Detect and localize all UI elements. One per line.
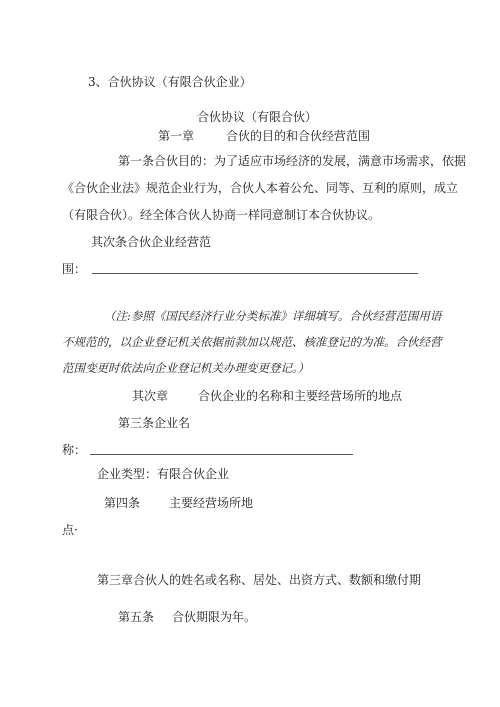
- chapter-1-title: 合伙的目的和合伙经营范围: [226, 129, 371, 143]
- chapter-2-number: 其次章: [132, 389, 169, 403]
- article-3-line-1: 第三条企业名: [118, 416, 191, 430]
- note-line-2: 不规范的，以企业登记机关依据前款加以规范、核准登记的为准。合伙经营: [62, 335, 442, 349]
- article-5-number: 第五条: [118, 610, 155, 624]
- enterprise-name-blank: [90, 454, 353, 455]
- article-4-title: 主要经营场所地: [169, 496, 254, 510]
- article-1-line-1: 第一条合伙目的：为了适应市场经济的发展，满意市场需求，依据: [118, 154, 467, 168]
- article-4-line-2: 点·: [62, 523, 78, 537]
- note-line-3: 范围变更时依法向企业登记机关办理变更登记。）: [62, 361, 310, 375]
- note-line-1: （注:参照《国民经济行业分类标准》详细填写。合伙经营范围用语: [104, 309, 442, 323]
- chapter-2-title: 合伙企业的名称和主要经营场所的地点: [198, 389, 403, 403]
- article-2-line-1: 其次条合伙企业经营范: [91, 235, 212, 249]
- article-5-text: 合伙期限为年。: [172, 610, 257, 624]
- enterprise-type: 企业类型：有限合伙企业: [97, 467, 230, 481]
- article-1-line-2: 《合伙企业法》规范企业行为，合伙人本着公允、同等、互利的原则，成立: [62, 181, 459, 195]
- article-4-number: 第四条: [104, 496, 141, 510]
- article-2-line-2: 围：: [62, 262, 87, 276]
- chapter-3-title: 第三章合伙人的姓名或名称、居处、出资方式、数额和缴付期: [97, 573, 422, 587]
- section-heading: 3、合伙协议（有限合伙企业）: [88, 75, 252, 89]
- article-3-line-2: 称：: [62, 443, 87, 457]
- business-scope-blank: [92, 273, 418, 274]
- document-title: 合伙协议（有限合伙）: [197, 110, 318, 124]
- chapter-1-number: 第一章: [158, 129, 195, 143]
- article-1-line-3: （有限合伙）。经全体合伙人协商一样同意制订本合伙协议。: [62, 208, 381, 222]
